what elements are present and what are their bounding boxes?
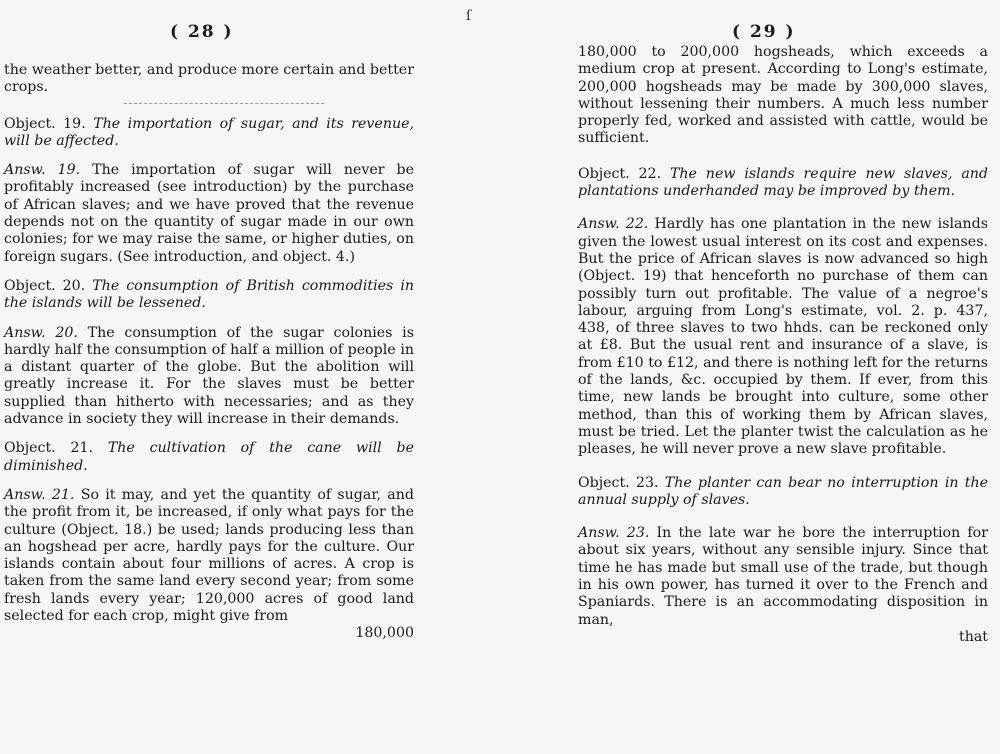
left-paragraph-0 bbox=[4, 62, 414, 97]
object-19-label: Object. 19. bbox=[4, 115, 86, 132]
right-catchword: that bbox=[959, 628, 988, 645]
right-page bbox=[470, 0, 1000, 754]
left-object-19 bbox=[4, 116, 414, 151]
right-page-number: ( 29 ) bbox=[732, 22, 796, 42]
left-page-number: ( 28 ) bbox=[170, 22, 234, 42]
right-paragraph-0-body: 180,000 to 200,000 hogsheads, which exceeds a medium crop at present. According to Long's estimate, 200,000 hogsheads may be made by 300,000 slaves, without lessening their numbers. A much less number properly fed, worked and assisted with cattle, would be sufficient. bbox=[578, 44, 988, 147]
answer-19-body: The importation of sugar will never be profitably increased (see introduction) by the purchase of African slaves; and we have proved that the revenue depends not on the quantity of sugar made in our own colonies; for we may raise the same, or higher duties, on foreign sugars. (See introduction, and object. 4.) bbox=[4, 162, 414, 265]
left-answer-19 bbox=[4, 162, 414, 266]
left-page-text bbox=[4, 62, 414, 643]
left-answer-20 bbox=[4, 325, 414, 429]
object-20-label: Object. 20. bbox=[4, 277, 86, 294]
object-22-body: The new islands require new slaves, and plantations underhanded may be improved by them. bbox=[578, 165, 988, 200]
left-page bbox=[0, 0, 470, 754]
answer-22-body: Hardly has one plantation in the new islands given the lowest usual interest on its cost and expenses. But the price of African slaves is now advanced so high (Object. 19) that henceforth no purchase of them can possibly turn out profitable. The value of a negroe's labour, arguing from Long's estimate, vol. 2. p. 437, 438, of three slaves to two hhds. can be reckoned only at £8. But the usual rent and insurance of a slave, is from £10 to £12, and there is nothing left for the returns of the lands, &c. occupied by them. If ever, from this time, new lands be brought into culture, some other method, than this of working them by African slaves, must be tried. Let the planter twist the calculation as he pleases, he will never prove a new slave profitable. bbox=[578, 216, 988, 458]
section-divider bbox=[124, 103, 324, 104]
right-paragraph-0 bbox=[578, 44, 988, 148]
left-answer-21 bbox=[4, 487, 414, 625]
answer-23-label: Answ. 23. bbox=[578, 525, 650, 542]
answer-19-label: Answ. 19. bbox=[4, 162, 81, 179]
answer-20-body: The consumption of the sugar colonies is hardly half the consumption of half a million of people in a distant quarter of the globe. But the abolition will greatly increase it. For the slaves must be better supplied than hitherto with necessaries; and as they advance in society they will increase in their demands. bbox=[4, 324, 414, 428]
answer-23-body: In the late war he bore the interruption for about six years, without any sensible injury. Since that time he has made but small use of the trade, but though in his own power, has turned it over to the French and Spaniards. There is an accommodating disposition in man, bbox=[578, 525, 988, 628]
left-object-20 bbox=[4, 278, 414, 313]
answer-22-label: Answ. 22. bbox=[578, 216, 649, 233]
left-paragraph-0-body: the weather better, and produce more certain and better crops. bbox=[4, 62, 414, 96]
right-answer-23 bbox=[578, 525, 988, 629]
left-object-21 bbox=[4, 440, 414, 475]
object-23-label: Object. 23. bbox=[578, 474, 659, 491]
object-22-label: Object. 22. bbox=[578, 165, 662, 182]
object-20-body: The consumption of British commodities in the islands will be lessened. bbox=[4, 277, 414, 312]
answer-20-label: Answ. 20. bbox=[4, 324, 78, 341]
right-page-text bbox=[578, 44, 988, 646]
object-21-body: The cultivation of the cane will be diminished. bbox=[4, 440, 414, 474]
object-23-body: The planter can bear no interruption in the annual supply of slaves. bbox=[578, 474, 988, 508]
left-catchword: 180,000 bbox=[355, 625, 414, 642]
right-object-23 bbox=[578, 475, 988, 510]
answer-21-body: So it may, and yet the quantity of sugar, and the profit from it, be increased, if only what pays for the culture (Object. 18.) be used; lands producing less than an hogshead per acre, hardly pays for the culture. Our islands contain about four millions of acres. A crop is taken from the same land every second year; from some fresh lands every year; 120,000 acres of good land selected for each crop, might give from bbox=[4, 486, 414, 625]
right-object-22 bbox=[578, 166, 988, 201]
gutter-mark: ſ bbox=[466, 8, 472, 24]
answer-21-label: Answ. 21. bbox=[4, 486, 75, 503]
right-answer-22 bbox=[578, 216, 988, 458]
object-19-body: The importation of sugar, and its revenue, will be affected. bbox=[4, 115, 414, 149]
object-21-label: Object. 21. bbox=[4, 440, 94, 457]
